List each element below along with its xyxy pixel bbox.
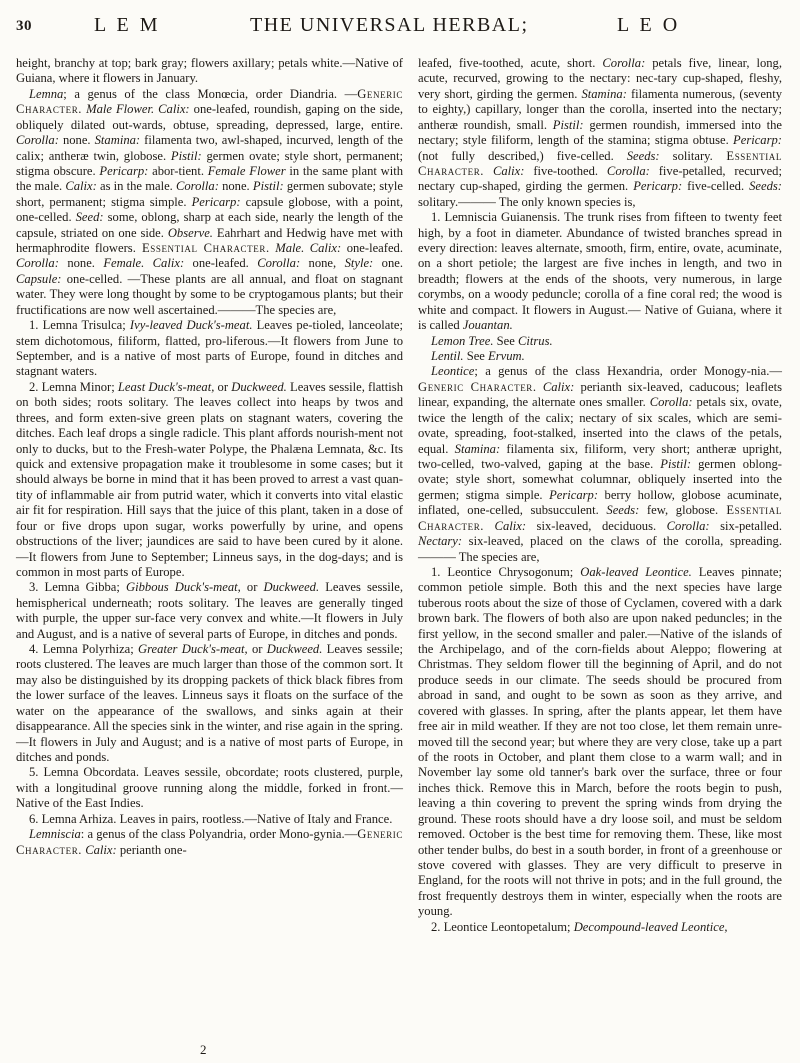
text-run: Pistil: [547,117,584,132]
text-run: solitary.——— The only known species is, [418,194,636,209]
text-run: germen subovate; style short, permanent; stigma simple. [16,179,403,209]
text-run: Calix: [536,379,575,394]
text-run: Duckweed. [228,379,287,394]
guide-word-right: L E O [617,14,681,36]
text-run: Leaves sessile; roots clustered. The leaves are much larger than those of the common sort. It may also be distinguished by its dropping packets of thick black fibres from the lower surface of the leaves. Linneus says it floats on the surface of the water on the appearance of the swallows, and sinks again at their disappearance. All the species sink in the winter, and rise again in the spring.—It flowers in July and August; and is a native of most parts of Europe, in ditches and ponds. [16,642,403,764]
species-entry [16,580,403,642]
text-run: five-celled. [682,179,745,194]
text-run: none. [58,133,91,148]
species-entry [418,565,782,920]
entry-term: Lemna [29,86,64,101]
text-run: Eahrhart and Hedwig have met with hermaphrodite flowers. [16,225,403,256]
text-run: capsule globose, with a point, one-celled. [16,194,403,225]
species-entry [418,210,782,333]
text-run: six-petalled. [709,518,782,533]
text-run: six-leaved, deciduous. [526,518,657,533]
text-run: Ivy-leaved Duck's-meat. [125,318,253,333]
entry-lemniscia [16,827,403,858]
text-run: Calix: [144,256,185,271]
text-run: filamenta numerous, (seventy to eighty,) capillary, longer than the corolla, inserted into the nectary; antheræ roundish, small. [418,86,783,132]
text-run: Leaves sessile, hemispherical underneath; roots solitary. The leaves are generally tinged with purple, the upper sur-face very convex and white.—It flowers in July and August, and is a native of several parts of Europe, in ditches and ponds. [16,580,404,641]
text-run: Corolla: [645,395,693,410]
text-run: solitary. [659,148,713,163]
text-run: Decompound-leaved Leontice, [570,919,728,934]
text-run: Calix: [304,241,342,256]
text-run: abor-tient. [148,163,204,178]
text-run: petals five, linear, long, acute, recurved, growing to the nectary: nec-tary cup-shaped, fleshy, very short, girding the germen. [418,56,782,101]
text-run: Citrus. [514,333,553,348]
text-run: leafed, five-toothed, acute, short. [418,56,596,70]
text-run: germen ovate; style short, permanent; stigma obscure. [16,148,404,178]
text-run: perianth one- [116,842,187,857]
text-run: Pericarp: [95,163,149,178]
text-run: Essential Character. [135,241,270,256]
text-run: one-leafed. [341,241,403,256]
text-run: Essential Character. [418,148,782,178]
cross-reference [418,334,782,349]
text-run: one-leafed, roundish, gaping on the side, obliquely dilated out-wards, obtuse, spreading, depressed, large, entire. [16,102,403,132]
text-run: Essential Character. [418,503,782,533]
text-run: as in the male. [96,179,173,194]
species-entry [16,642,403,765]
text-run: Capsule: [16,271,62,286]
text-run: Seeds: [744,179,782,194]
text-run: or [214,379,229,394]
left-column [16,56,403,858]
text-run: Observe. [163,225,213,240]
text-run: Pericarp: [186,194,241,209]
text-run: or [240,580,258,595]
text-run: Corolla: [172,179,219,194]
entry-leontice [418,364,782,564]
text-run: one-celled. —These plants are all annual, and float on stagnant water. They were long thought by some to be cryptogamous plants; but their fructifications are now well ascertained.———The species are, [16,271,403,317]
text-run: berry hollow, globose acuminate, inflated, one-celled, subsucculent. [418,487,782,518]
text-run: 5. Lemna Obcordata. Leaves sessile, obcordate; roots clustered, purple, with a longitudinal groove running along the middle, forked in front.—Native of the East Indies. [16,765,403,811]
text-run: Leaves sessile, flattish on both sides; roots solitary. The leaves collect into heaps by twos and threes, and form exten-sive green plats on stagnant waters, covering the ditches. Each leaf drops a single radicle. This plant affords nourish-ment not only to ducks, but to the Fresh-water Polype, the Phalæna Lemnata, &c. Its quick and extensive propagation make it troublesome in some cases; but it should always be borne in mind that it has been proved to arrest a vast quan-tity of inflammable air from putrid water, which it converts into vital elastic air fit for respiration. Hill says that the juice of this plant, taken in a dose of four or five drops upon sugar, works powerfully by urine, and opens obstructions of the liver; jaundices are said to have been cured by it alone. —It flowers from June to September; Linneus says, in the dog-days; and is common in most parts of Europe. [16,379,404,579]
text-run: Corolla: [248,256,301,271]
text-run: Calix: [154,102,190,117]
text-run: none. [218,179,250,194]
species-entry [16,318,403,380]
text-run: See [493,333,515,348]
species-entry [418,920,782,935]
text-run: 1. Lemna Trisulca; [29,318,126,333]
text-run: Duckweed. [262,642,323,657]
text-run: 2. Lemna Minor; [29,379,115,394]
text-run: Generic Character. [16,86,403,117]
text-run: Corolla: [656,518,710,533]
text-run: germen oblong-ovate; style short, somewhat columnar, obliquely inserted into the germen; stigma simple. [418,456,782,502]
text-run: some, oblong, sharp at each side, nearly the length of the capsule, striated on one side. [16,210,403,240]
text-run: five-petalled, recurved; nectary cup-shaped, girding the germen. [418,163,782,194]
cross-reference [418,349,782,364]
text-run: petals six, ovate, twice the length of the calix; nectary of six scales, which are semi-ovate, spreading, foot-stalked, inserted into the claws of the petals, equal. [418,395,782,456]
text-run: : a genus of the class Polyandria, order Mono-gynia.— [80,827,358,842]
paragraph [418,56,782,210]
text-run: 1. Leontice Chrysogonum; [431,564,574,579]
text-run: Style: [336,256,374,271]
text-run: Pericarp: [728,133,782,148]
text-run: Oak-leaved Leontice. [573,564,692,579]
text-run: Stamina: [448,441,501,456]
text-run: Calix: [484,518,527,533]
species-entry [16,765,403,811]
text-run: Corolla: [16,256,59,271]
text-run: Pistil: [166,148,202,163]
text-run: or [247,642,263,657]
text-run: Pericarp: [628,179,683,194]
text-run: Female. [94,256,145,271]
text-run: Calix: [62,179,97,194]
text-run: Female Flower [203,163,286,178]
running-header [0,4,800,40]
paragraph [16,56,403,87]
text-run: Lemon Tree. [431,333,494,348]
text-run: Ervum. [484,349,525,364]
text-run: Duckweed. [257,580,320,595]
text-run: filamenta six, filiform, very short; antheræ upright, two-celled, two-valved, gaping at the base. [418,441,782,471]
text-run: height, branchy at top; bark gray; flowers axillary; petals white.—Native of Guiana, where it flowers in January. [16,56,403,86]
text-run: Jouantan. [459,318,513,333]
text-run: Generic Character. [16,827,403,857]
entry-term: Lemniscia [29,827,81,842]
species-entry [16,812,403,827]
entry-lemna [16,87,403,318]
text-run: 6. Lemna Arhiza. Leaves in pairs, rootless.—Native of Italy and France. [29,811,393,826]
text-run: Gibbous Duck's-meat, [119,580,241,595]
text-run: Calix: [484,163,525,178]
text-run: Pistil: [249,179,284,194]
text-run: Generic Character. [418,379,537,394]
text-run: five-toothed. [524,163,599,178]
text-run: Seeds: [613,148,660,163]
text-run: 2. Leontice Leontopetalum; [431,919,571,934]
right-column [418,56,782,935]
text-run: Pericarp: [542,487,599,502]
text-run: ; a genus of the class Monœcia, order Diandria. — [63,86,358,101]
text-run: Seed: [71,210,104,225]
species-entry [16,380,403,580]
text-run: 3. Lemna Gibba; [29,580,120,595]
text-run: filamenta two, awl-shaped, incurved, length of the calix; antheræ twin, globose. [16,133,403,163]
text-run: Nectary: [418,534,463,549]
text-run: Stamina: [577,86,627,101]
text-run: few, globose. [639,503,719,518]
text-run: Male. [269,241,305,256]
text-run: See [463,349,485,364]
text-run: Least Duck's-meat, [114,379,215,394]
text-run: Pistil: [653,456,692,471]
text-run: Corolla: [595,56,646,70]
text-run: Leaves pinnate; common petiole simple. Both this and the next species have large tuberous roots about the size of those of Cyclamen, covered with a dark brown bark. The flowers of both also are upon naked peduncles; in the first yellow, in the second smaller and paler.—Native of the islands of the Archipelago, and of the corn-fields about Aleppo; flowering at Christmas. They seldom flower till the beginning of April, and do not produce seeds in our climate. The seeds should be procured from abroad in sand, and ought to be sown as soon as they arrive, and covered with glasses. In spring, after the plants appear, let them have free air in mild weather. If they are not too close, let them remain unre-moved till the second year; but where they are very close, take up a part of the roots in October, and plant them close to a warm wall; and in November lay some old tanner's bark over the surface, three or four inches thick. Remove this in March, before the roots begin to push, leaving a thin covering to prevent the spring winds from drying the ground. These roots should have a dry loose soil, and must be seldom removed. October is the best time for removing them. These, like most other tender bulbs, do best in a south border, in front of a greenhouse or stove covered with glasses. They are very difficult to preserve in England, for the roots will not thrive in pots; and in the full ground, the frost frequently destroys them in winter, especially when the roots are young. [418,564,782,919]
text-run: 1. Lemniscia Guianensis. The trunk rises from fifteen to twenty feet high, by a foot in diameter. Abundance of twisted branches spread in every direction: leaves alternate, smooth, firm, entire, ovate, acuminate, on a short petiole; the largest are five inches in length, and two in breadth; flowers at the ends of the shoots, very numerous, in large corymbs, on a woody peduncle; corolla of a fine coral red; the wood is white and compact. It flowers in August.— Native of Guiana, where it is called [418,210,782,333]
running-title: THE UNIVERSAL HERBAL; [250,14,529,36]
text-run: Greater Duck's-meat, [133,642,248,657]
text-run: Corolla: [598,163,650,178]
text-run: none. [58,256,95,271]
page-number: 30 [16,18,32,34]
text-run: Lentil. [431,349,464,364]
guide-word-left: L E M [94,14,161,36]
text-run: perianth six-leaved, caducous; leaflets linear, expanding, the alternate ones smaller. [418,379,782,410]
text-run: (not fully described,) five-celled. [418,148,614,163]
text-run: in the same plant with the male. [16,163,404,194]
entry-term: Leontice [431,364,475,379]
signature-mark: 2 [200,1042,207,1057]
text-run: none, [300,256,337,271]
text-run: one-leafed. [184,256,249,271]
text-run: Calix: [82,842,117,857]
text-run: one. [373,256,403,271]
text-run: 4. Lemna Polyrhiza; [29,642,134,657]
text-run: Corolla: [16,133,59,148]
text-run: Seeds: [598,503,640,518]
text-run: germen roundish, immersed into the nectary; style filiform, length of the stamina; stigma obtuse. [418,117,783,148]
text-run: Male Flower. [82,102,155,117]
text-run: six-leaved, placed on the claws of the corolla, spreading.——— The species are, [418,534,782,564]
text-run: ; a genus of the class Hexandria, order Monogy-nia.— [474,364,782,379]
text-run: Leaves pe-tioled, lanceolate; stem dichotomous, filiform, flatted, pro-liferous.—It flowers from June to September, and is a native of most parts of Europe, found in ditches and stagnant waters. [16,318,403,379]
text-run: Stamina: [90,133,141,148]
